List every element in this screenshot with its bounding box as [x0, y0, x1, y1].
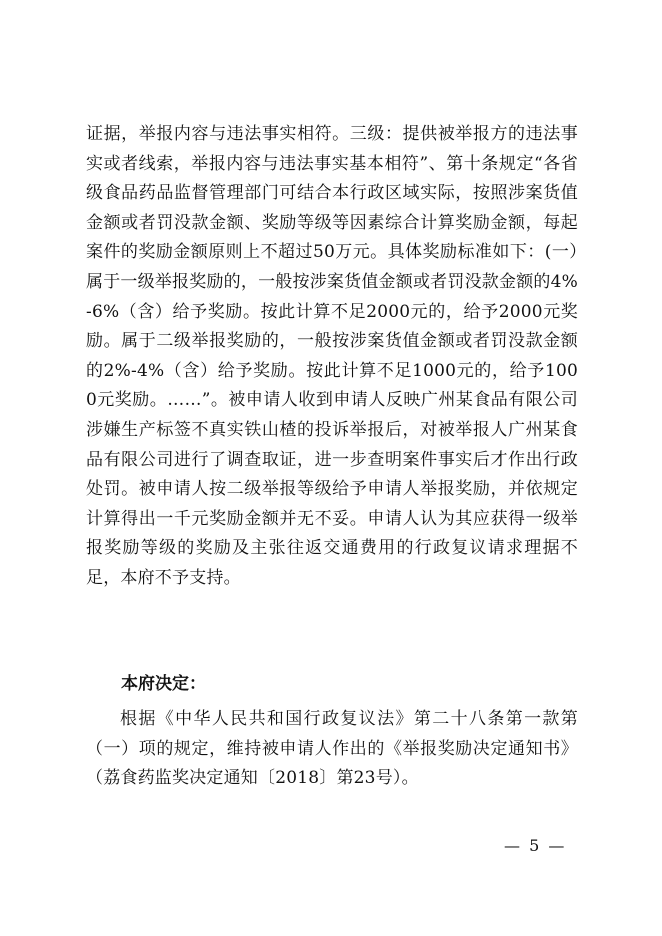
decision-heading: 本府决定： [121, 674, 206, 694]
decision-paragraph: 根据《中华人民共和国行政复议法》第二十八条第一款第（一）项的规定，维持被申请人作出的《举报奖励决定通知书》（荔食药监奖决定通知〔2018〕第23号）。 [86, 709, 578, 789]
page-number: — 5 — [504, 836, 567, 855]
body-text-block [86, 120, 578, 594]
continuation-paragraph: 证据，举报内容与违法事实相符。三级：提供被举报方的违法事实或者线索，举报内容与违法事实基本相符”、第十条规定“各省级食品药品监督管理部门可结合本行政区域实际，按照涉案货值金额或者罚没款金额、奖励等级等因素综合计算奖励金额，每起案件的奖励金额原则上不超过50万元。具体奖励标准如下：(一）属于一级举报奖励的，一般按涉案货值金额或者罚没款金额的4%-6%（含）给予奖励。按此计算不足2000元的，给予2000元奖励。属于二级举报奖励的，一般按涉案货值金额或者罚没款金额的2%-4%（含）给予奖励。按此计算不足1000元的，给予1000元奖励。……”。被申请人收到申请人反映广州某食品有限公司涉嫌生产标签不真实铁山楂的投诉举报后，对被举报人广州某食品有限公司进行了调查取证，进一步查明案件事实后才作出行政处罚。被申请人按二级举报等级给予申请人举报奖励，并依规定计算得出一千元奖励金额并无不妥。申请人认为其应获得一级举报奖励等级的奖励及主张往返交通费用的行政复议请求理据不足，本府不予支持。 [86, 124, 578, 588]
decision-block [86, 705, 578, 794]
